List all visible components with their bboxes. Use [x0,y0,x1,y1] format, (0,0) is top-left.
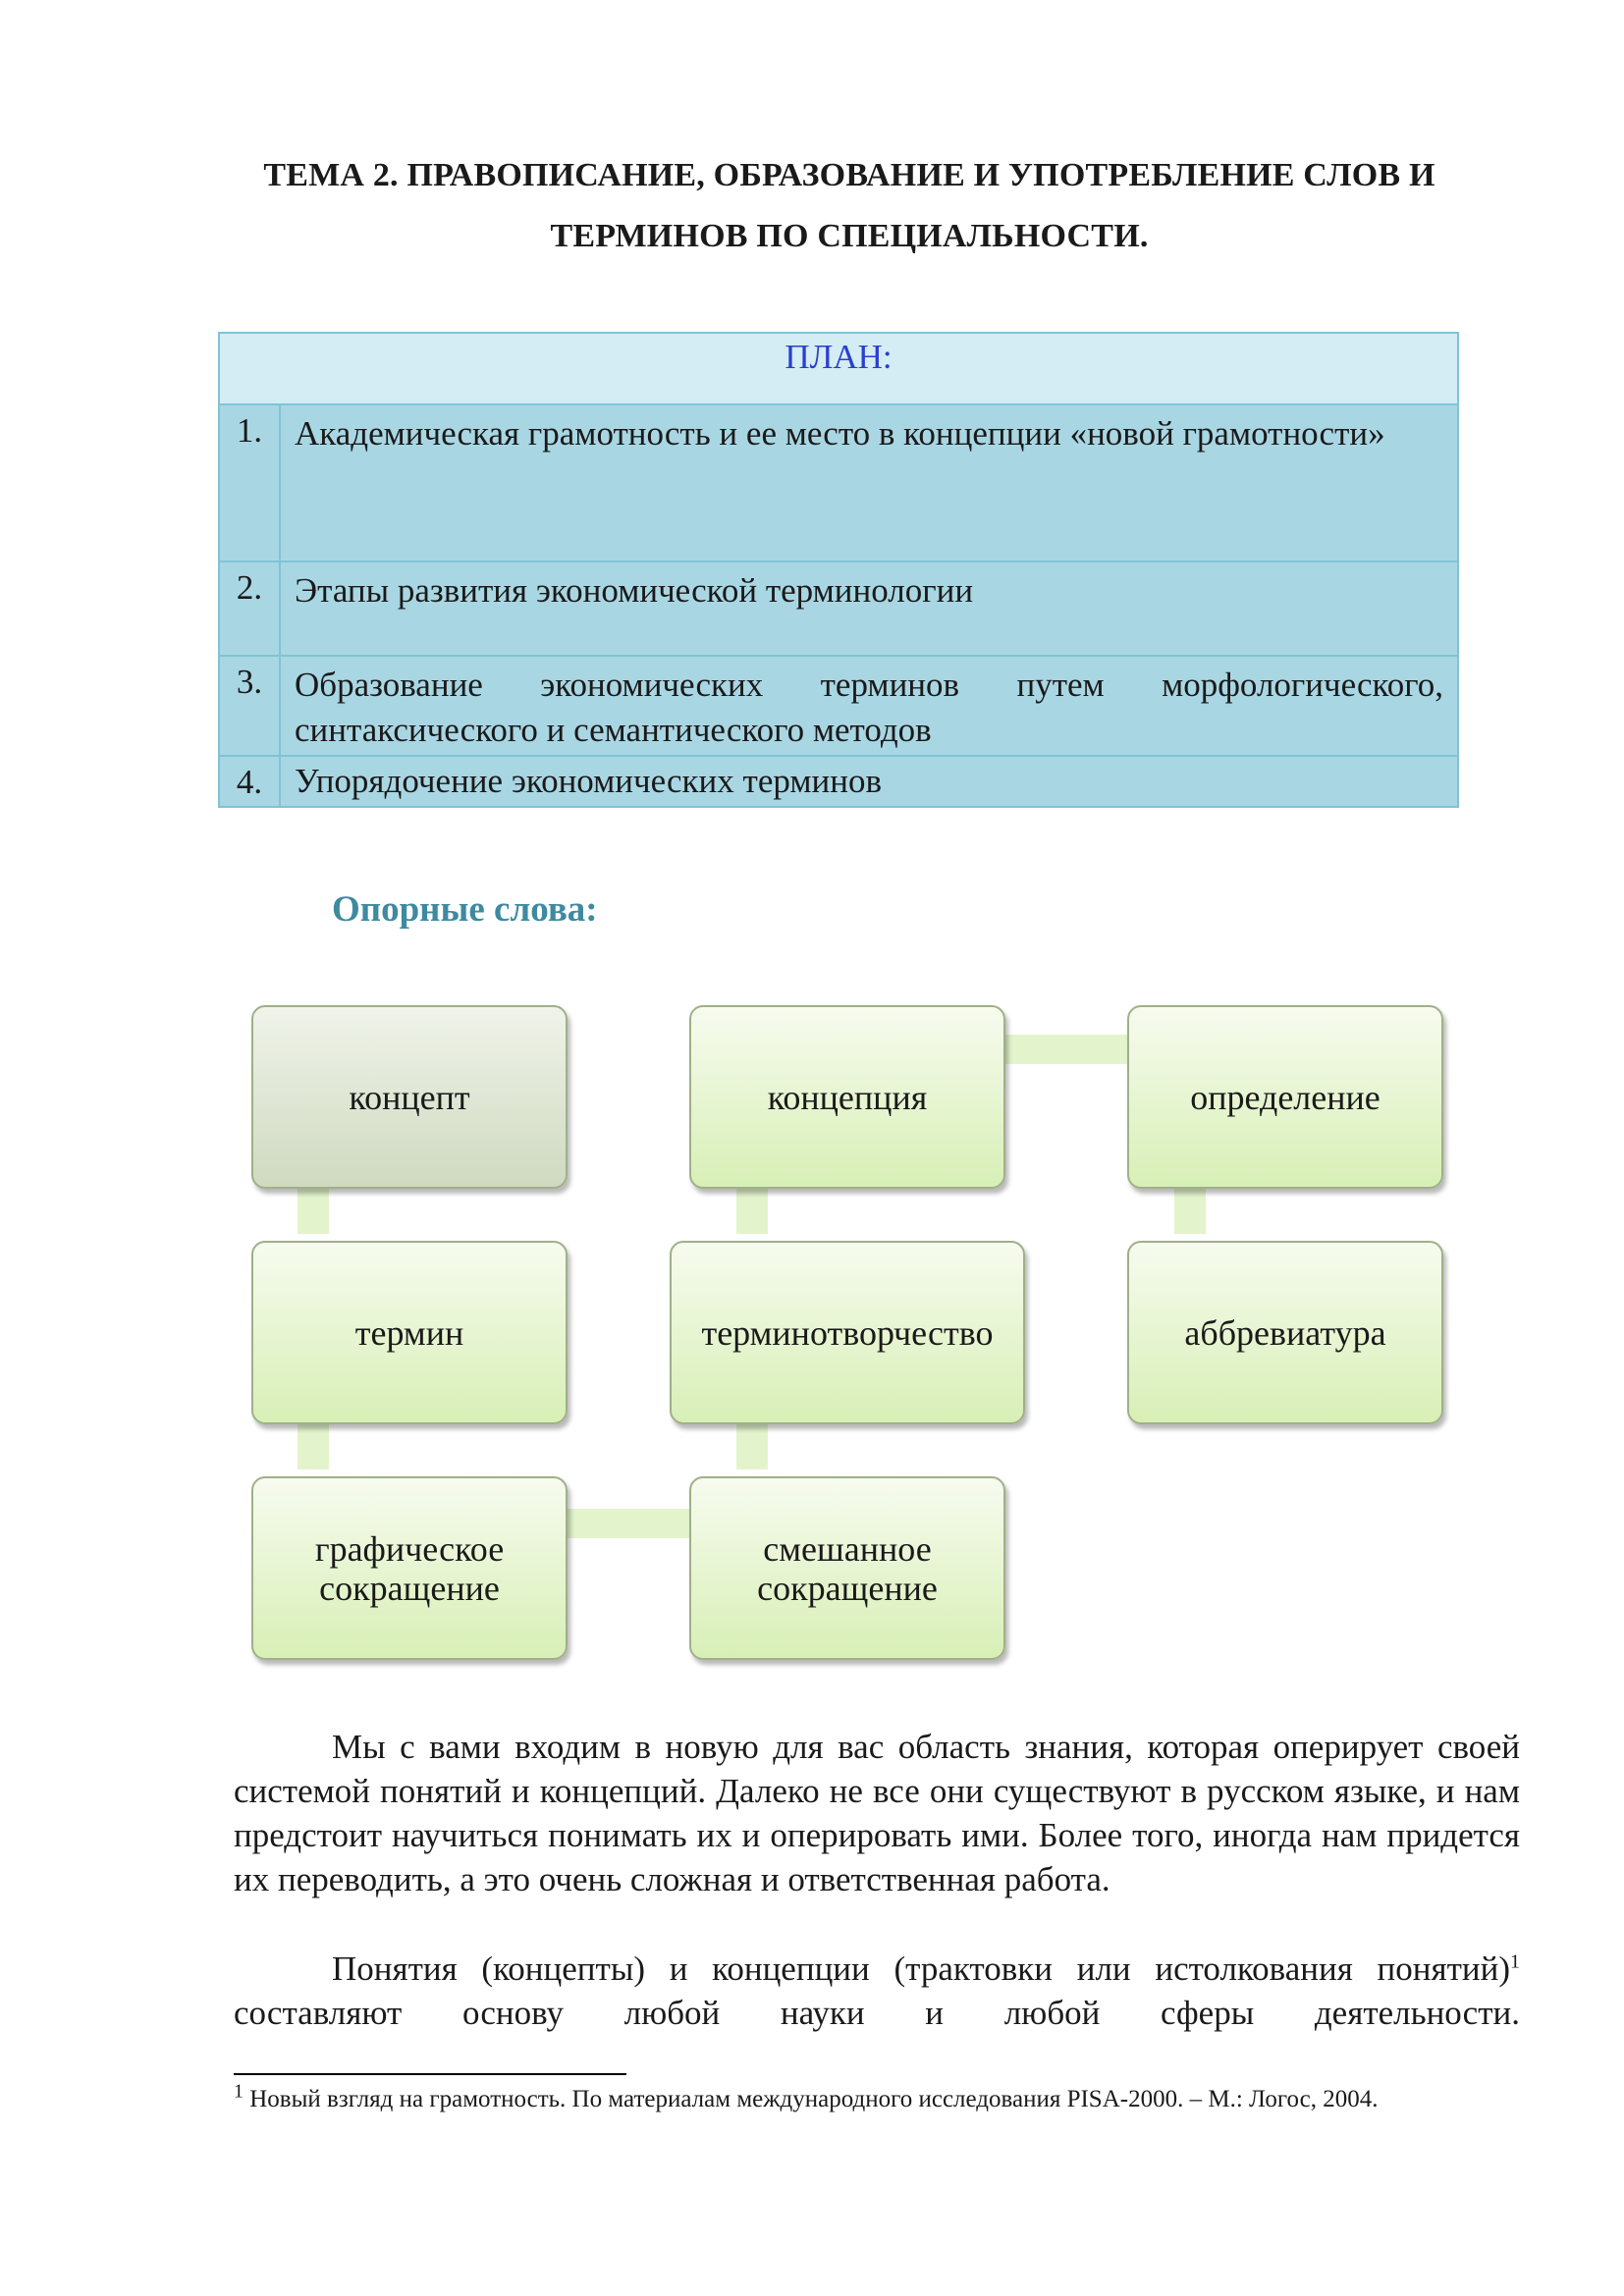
plan-item-text: Академическая грамотность и ее место в концепции «новой грамотности» [280,404,1458,561]
keyword-label: термин [354,1312,464,1353]
body-paragraph-1-text: Мы с вами входим в новую для вас область знания, которая оперирует своей системой понятий и концепций. Далеко не все они существуют в русском языке, и нам предстоит научиться понимать их и оперировать ими. Более того, иногда нам придется их переводить, а это очень сложная и ответственная работа. [234,1728,1520,1898]
connector [298,1185,329,1234]
plan-item-number: 4. [219,756,280,807]
connector [298,1420,329,1469]
keyword-label: аббревиатура [1184,1312,1386,1353]
keywords-title: Опорные слова: [332,889,598,930]
footnote [234,2080,1379,2116]
footnote-separator [234,2073,626,2075]
plan-table [218,332,1459,808]
body-paragraph-2-text-b: составляют основу любой науки и любой сферы деятельности. [234,1994,1520,2032]
plan-item-text: Этапы развития экономической терминологии [280,561,1458,656]
page-title [177,145,1522,267]
keyword-label-line-1: графическое [314,1528,505,1569]
keyword-label: определение [1190,1077,1380,1117]
body-paragraph-2 [234,1947,1520,2035]
keyword-label-line-2: сокращение [319,1568,500,1608]
title-line-2: ТЕРМИНОВ ПО СПЕЦИАЛЬНОСТИ. [550,218,1149,254]
keyword-box-abbreviation [1127,1241,1443,1424]
footnote-text: Новый взгляд на грамотность. По материалам международного исследования PISA-2000. – М.: Логос, 2004. [244,2086,1379,2112]
connector [1001,1035,1127,1064]
keyword-box-concept [251,1005,568,1189]
body-paragraph-1 [234,1725,1520,1901]
connector [1174,1185,1206,1234]
plan-row [219,756,1458,807]
plan-item-text: Образование экономических терминов путем морфологического, синтаксического и семантического методов [280,656,1458,756]
plan-item-number: 2. [219,561,280,656]
plan-header: ПЛАН: [219,333,1458,404]
keyword-label-line-1: смешанное [763,1528,932,1569]
keyword-label: концепт [349,1077,470,1117]
title-line-1: ТЕМА 2. ПРАВОПИСАНИЕ, ОБРАЗОВАНИЕ И УПОТРЕБЛЕНИЕ СЛОВ И [263,157,1435,193]
plan-item-number: 3. [219,656,280,756]
keyword-box-term [251,1241,568,1424]
connector [736,1185,768,1234]
plan-row [219,561,1458,656]
keyword-label-line-2: сокращение [757,1568,938,1608]
keyword-label [315,1529,504,1608]
keyword-box-mixed-abbreviation [689,1476,1005,1660]
footnote-reference: 1 [1510,1950,1520,1973]
keyword-box-term-creation [670,1241,1025,1424]
keyword-box-graphic-abbreviation [251,1476,568,1660]
keyword-box-conception [689,1005,1005,1189]
plan-row [219,656,1458,756]
plan-item-text: Упорядочение экономических терминов [280,756,1458,807]
connector [736,1420,768,1469]
keyword-label [757,1529,938,1608]
footnote-mark: 1 [234,2080,244,2103]
keyword-box-definition [1127,1005,1443,1189]
plan-header-row [219,333,1458,404]
keyword-label: терминотворчество [701,1312,994,1353]
connector [564,1509,689,1538]
body-paragraph-2-text-a: Понятия (концепты) и концепции (трактовки или истолкования понятий) [332,1949,1510,1988]
plan-row [219,404,1458,561]
plan-item-number: 1. [219,404,280,561]
keyword-label: концепция [767,1077,928,1117]
